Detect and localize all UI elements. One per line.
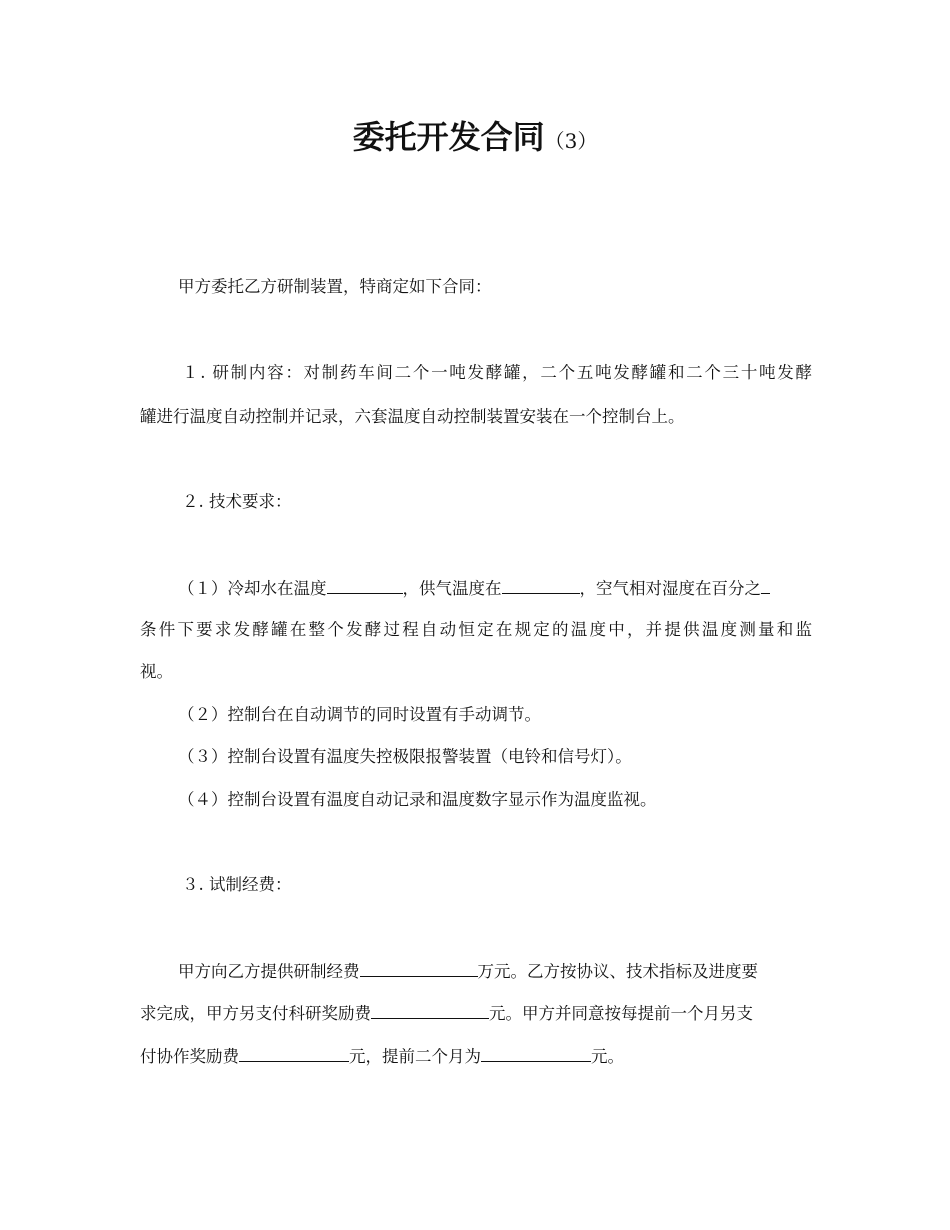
s3-text-3c: 元。	[591, 1047, 624, 1066]
s3-text-1b: 万元。乙方按协议、技术指标及进度要	[477, 962, 758, 981]
cooperation-reward-blank	[239, 1043, 349, 1062]
humidity-blank	[761, 575, 770, 594]
s3-text-2b: 元。甲方并同意按每提前一个月另支	[489, 1004, 753, 1023]
intro-paragraph: 甲方委托乙方研制装置，特商定如下合同：	[178, 277, 492, 296]
s3-text-1a: 甲方向乙方提供研制经费	[178, 962, 360, 981]
section2-item1-line2: 条件下要求发酵罐在整个发酵过程自动恒定在规定的温度中，并提供温度测量和监	[140, 620, 812, 639]
item1-text-a: （１）冷却水在温度	[178, 579, 327, 598]
section1-line2: 罐进行温度自动控制并记录，六套温度自动控制装置安装在一个控制台上。	[140, 407, 685, 426]
funding-amount-blank	[360, 958, 478, 977]
two-month-reward-blank	[481, 1043, 591, 1062]
section3-line3	[140, 1043, 812, 1069]
title-main: 委托开发合同	[352, 118, 545, 156]
research-reward-blank	[371, 1000, 489, 1019]
s3-text-3b: 元，提前二个月为	[349, 1047, 481, 1066]
temperature-blank	[327, 575, 403, 594]
s3-text-3a: 付协作奖励费	[140, 1047, 239, 1066]
section2-item4: （４）控制台设置有温度自动记录和温度数字显示作为温度监视。	[178, 790, 657, 809]
title-suffix: （3）	[544, 129, 598, 153]
section1-line1: １. 研制内容：对制药车间二个一吨发酵罐，二个五吨发酵罐和二个三十吨发酵	[182, 363, 812, 382]
section2-item3: （３）控制台设置有温度失控极限报警装置（电铃和信号灯）。	[178, 747, 632, 766]
steam-temperature-blank	[502, 575, 580, 594]
s3-text-2a: 求完成，甲方另支付科研奖励费	[140, 1004, 371, 1023]
document-title	[0, 112, 950, 168]
section2-heading: ２. 技术要求：	[182, 492, 292, 511]
section3-line1	[178, 958, 812, 984]
section2-item1-line3: 视。	[140, 662, 173, 681]
item1-text-b: ，供气温度在	[402, 579, 502, 598]
section2-item2: （２）控制台在自动调节的同时设置有手动调节。	[178, 705, 541, 724]
section3-heading: ３. 试制经费：	[182, 875, 292, 894]
section3-line2	[140, 1000, 812, 1026]
section2-item1-line1	[178, 575, 812, 601]
item1-text-c: ，空气相对湿度在百分之	[579, 579, 761, 598]
